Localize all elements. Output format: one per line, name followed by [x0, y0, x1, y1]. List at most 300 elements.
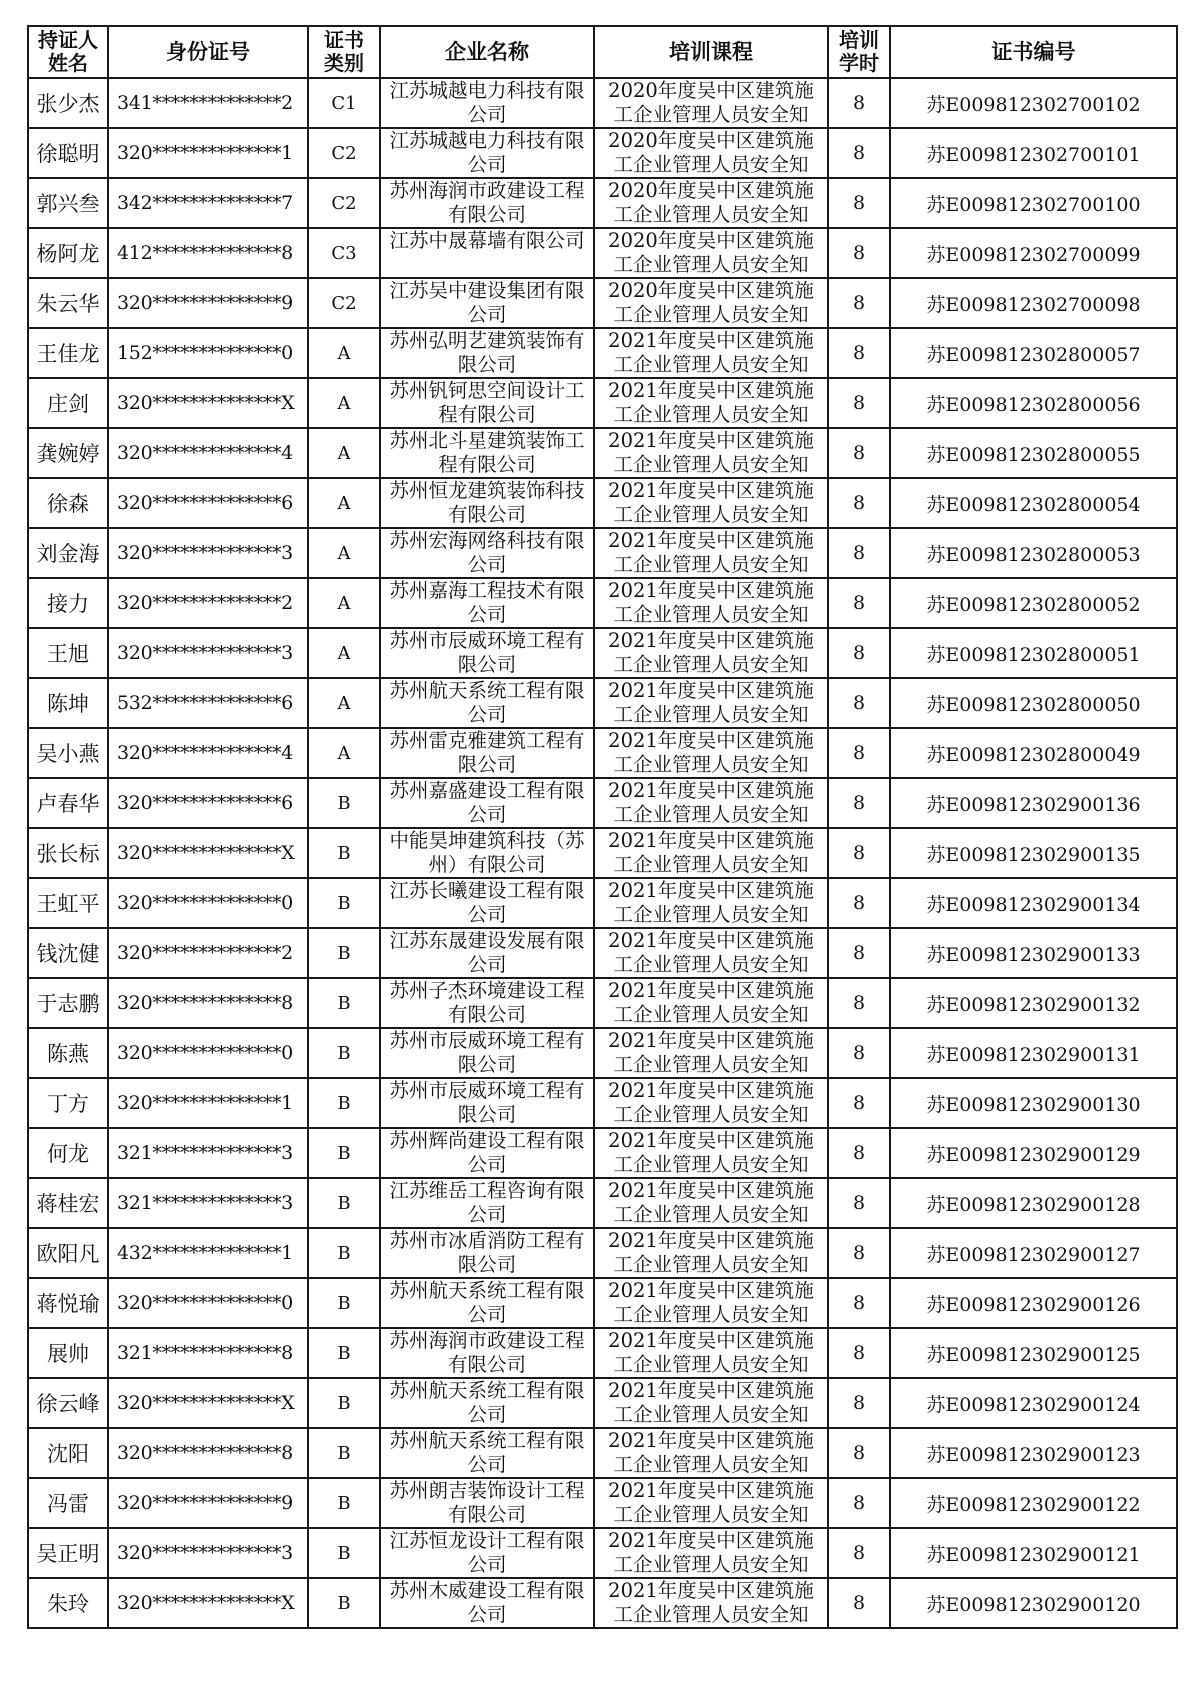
header-holder-name	[28, 26, 108, 78]
company-cell	[380, 928, 594, 978]
course-cell	[594, 228, 828, 278]
company-cell	[380, 828, 594, 878]
company-text: 苏州市辰威环境工程有限公司	[389, 629, 585, 676]
cert-number-cell: 苏E009812302800051	[890, 628, 1177, 678]
company-cell	[380, 278, 594, 328]
holder-name-cell: 蒋桂宏	[28, 1178, 108, 1228]
course-cell	[594, 128, 828, 178]
category-cell: B	[308, 1078, 380, 1128]
hours-cell: 8	[828, 78, 890, 128]
company-cell	[380, 1378, 594, 1428]
hours-cell: 8	[828, 128, 890, 178]
header-hours-line2: 学时	[839, 51, 879, 75]
holder-name-cell: 徐森	[28, 478, 108, 528]
cert-number-cell: 苏E009812302800052	[890, 578, 1177, 628]
category-cell: A	[308, 428, 380, 478]
course-cell	[594, 628, 828, 678]
cert-number-cell: 苏E009812302800055	[890, 428, 1177, 478]
cert-number-cell: 苏E009812302900126	[890, 1278, 1177, 1328]
cert-number-cell: 苏E009812302800050	[890, 678, 1177, 728]
cert-number-cell: 苏E009812302900127	[890, 1228, 1177, 1278]
id-number-cell: 320**************4	[108, 428, 308, 478]
course-text: 2020年度吴中区建筑施工企业管理人员安全知	[608, 79, 814, 126]
id-number-cell: 320**************X	[108, 828, 308, 878]
hours-cell: 8	[828, 328, 890, 378]
company-text: 苏州恒龙建筑装饰科技有限公司	[389, 479, 585, 526]
header-holder-name-line2: 姓名	[48, 51, 88, 75]
company-text: 苏州子杰环境建设工程有限公司	[389, 979, 585, 1026]
company-text: 苏州航天系统工程有限公司	[389, 1429, 585, 1476]
holder-name-cell: 徐云峰	[28, 1378, 108, 1428]
company-cell	[380, 1528, 594, 1578]
cert-number-cell: 苏E009812302900125	[890, 1328, 1177, 1378]
company-text: 苏州航天系统工程有限公司	[389, 679, 585, 726]
table-row	[28, 178, 1177, 228]
id-number-cell: 152**************0	[108, 328, 308, 378]
company-text: 江苏城越电力科技有限公司	[389, 129, 585, 176]
cert-number-cell: 苏E009812302900128	[890, 1178, 1177, 1228]
header-holder-name-line1: 持证人	[38, 28, 98, 52]
company-cell	[380, 478, 594, 528]
company-text: 苏州市冰盾消防工程有限公司	[389, 1229, 585, 1276]
table-row	[28, 628, 1177, 678]
id-number-cell: 321**************8	[108, 1328, 308, 1378]
cert-number-cell: 苏E009812302700098	[890, 278, 1177, 328]
course-cell	[594, 1578, 828, 1628]
company-cell	[380, 628, 594, 678]
course-text: 2021年度吴中区建筑施工企业管理人员安全知	[608, 979, 814, 1026]
company-text: 苏州海润市政建设工程有限公司	[389, 179, 585, 226]
company-text: 苏州航天系统工程有限公司	[389, 1379, 585, 1426]
table-row	[28, 428, 1177, 478]
course-cell	[594, 1078, 828, 1128]
company-cell	[380, 1278, 594, 1328]
category-cell: B	[308, 1178, 380, 1228]
company-text: 江苏东晟建设发展有限公司	[389, 929, 585, 976]
category-cell: C2	[308, 178, 380, 228]
id-number-cell: 320**************6	[108, 778, 308, 828]
holder-name-cell: 张少杰	[28, 78, 108, 128]
category-cell: B	[308, 1128, 380, 1178]
course-cell	[594, 778, 828, 828]
hours-cell: 8	[828, 278, 890, 328]
course-cell	[594, 728, 828, 778]
hours-cell: 8	[828, 1178, 890, 1228]
hours-cell: 8	[828, 1478, 890, 1528]
holder-name-cell: 何龙	[28, 1128, 108, 1178]
company-cell	[380, 1078, 594, 1128]
category-cell: B	[308, 1228, 380, 1278]
cert-number-cell: 苏E009812302900132	[890, 978, 1177, 1028]
id-number-cell: 320**************1	[108, 1078, 308, 1128]
course-text: 2021年度吴中区建筑施工企业管理人员安全知	[608, 1229, 814, 1276]
category-cell: B	[308, 978, 380, 1028]
company-cell	[380, 1578, 594, 1628]
hours-cell: 8	[828, 1328, 890, 1378]
course-text: 2021年度吴中区建筑施工企业管理人员安全知	[608, 1579, 814, 1626]
table-body	[28, 78, 1177, 1628]
id-number-cell: 320**************X	[108, 378, 308, 428]
header-hours	[828, 26, 890, 78]
holder-name-cell: 徐聪明	[28, 128, 108, 178]
course-text: 2021年度吴中区建筑施工企业管理人员安全知	[608, 529, 814, 576]
id-number-cell: 432**************1	[108, 1228, 308, 1278]
category-cell: B	[308, 1428, 380, 1478]
hours-cell: 8	[828, 1278, 890, 1328]
course-cell	[594, 1378, 828, 1428]
course-text: 2021年度吴中区建筑施工企业管理人员安全知	[608, 779, 814, 826]
course-text: 2021年度吴中区建筑施工企业管理人员安全知	[608, 629, 814, 676]
course-cell	[594, 1128, 828, 1178]
category-cell: C2	[308, 128, 380, 178]
table-row	[28, 728, 1177, 778]
hours-cell: 8	[828, 528, 890, 578]
course-text: 2021年度吴中区建筑施工企业管理人员安全知	[608, 829, 814, 876]
holder-name-cell: 钱沈健	[28, 928, 108, 978]
course-cell	[594, 78, 828, 128]
course-text: 2021年度吴中区建筑施工企业管理人员安全知	[608, 579, 814, 626]
holder-name-cell: 于志鹏	[28, 978, 108, 1028]
category-cell: A	[308, 528, 380, 578]
holder-name-cell: 沈阳	[28, 1428, 108, 1478]
id-number-cell: 320**************1	[108, 128, 308, 178]
holder-name-cell: 朱玲	[28, 1578, 108, 1628]
table-row	[28, 378, 1177, 428]
header-company: 企业名称	[380, 26, 594, 78]
hours-cell: 8	[828, 828, 890, 878]
hours-cell: 8	[828, 378, 890, 428]
company-text: 苏州木威建设工程有限公司	[389, 1579, 585, 1626]
course-text: 2021年度吴中区建筑施工企业管理人员安全知	[608, 1429, 814, 1476]
hours-cell: 8	[828, 678, 890, 728]
cert-number-cell: 苏E009812302900124	[890, 1378, 1177, 1428]
company-text: 江苏长曦建设工程有限公司	[389, 879, 585, 926]
course-text: 2021年度吴中区建筑施工企业管理人员安全知	[608, 729, 814, 776]
course-text: 2021年度吴中区建筑施工企业管理人员安全知	[608, 1479, 814, 1526]
company-cell	[380, 978, 594, 1028]
course-cell	[594, 978, 828, 1028]
company-cell	[380, 378, 594, 428]
cert-number-cell: 苏E009812302800053	[890, 528, 1177, 578]
table-row	[28, 228, 1177, 278]
company-cell	[380, 428, 594, 478]
course-text: 2020年度吴中区建筑施工企业管理人员安全知	[608, 279, 814, 326]
cert-number-cell: 苏E009812302900136	[890, 778, 1177, 828]
category-cell: A	[308, 578, 380, 628]
hours-cell: 8	[828, 478, 890, 528]
course-cell	[594, 1028, 828, 1078]
cert-number-cell: 苏E009812302700100	[890, 178, 1177, 228]
holder-name-cell: 张长标	[28, 828, 108, 878]
table-row	[28, 528, 1177, 578]
id-number-cell: 321**************3	[108, 1128, 308, 1178]
course-text: 2021年度吴中区建筑施工企业管理人员安全知	[608, 1279, 814, 1326]
id-number-cell: 320**************2	[108, 578, 308, 628]
header-category	[308, 26, 380, 78]
cert-number-cell: 苏E009812302800056	[890, 378, 1177, 428]
cert-number-cell: 苏E009812302900135	[890, 828, 1177, 878]
hours-cell: 8	[828, 928, 890, 978]
id-number-cell: 532**************6	[108, 678, 308, 728]
course-cell	[594, 678, 828, 728]
category-cell: C3	[308, 228, 380, 278]
course-cell	[594, 1178, 828, 1228]
table-header-row	[28, 26, 1177, 78]
holder-name-cell: 陈燕	[28, 1028, 108, 1078]
id-number-cell: 341**************2	[108, 78, 308, 128]
course-text: 2020年度吴中区建筑施工企业管理人员安全知	[608, 229, 814, 276]
table-row	[28, 578, 1177, 628]
cert-number-cell: 苏E009812302700101	[890, 128, 1177, 178]
company-cell	[380, 78, 594, 128]
id-number-cell: 320**************9	[108, 278, 308, 328]
table-row	[28, 1478, 1177, 1528]
company-text: 苏州雷克雅建筑工程有限公司	[389, 729, 585, 776]
company-cell	[380, 178, 594, 228]
course-cell	[594, 478, 828, 528]
hours-cell: 8	[828, 1078, 890, 1128]
table-row	[28, 1328, 1177, 1378]
course-cell	[594, 828, 828, 878]
hours-cell: 8	[828, 878, 890, 928]
hours-cell: 8	[828, 578, 890, 628]
company-cell	[380, 128, 594, 178]
category-cell: A	[308, 378, 380, 428]
company-text: 江苏吴中建设集团有限公司	[389, 279, 585, 326]
id-number-cell: 320**************X	[108, 1378, 308, 1428]
company-cell	[380, 878, 594, 928]
holder-name-cell: 接力	[28, 578, 108, 628]
course-cell	[594, 528, 828, 578]
holder-name-cell: 朱云华	[28, 278, 108, 328]
hours-cell: 8	[828, 1428, 890, 1478]
holder-name-cell: 龚婉婷	[28, 428, 108, 478]
cert-number-cell: 苏E009812302900131	[890, 1028, 1177, 1078]
company-cell	[380, 1478, 594, 1528]
certificate-table	[27, 25, 1178, 1629]
category-cell: B	[308, 1278, 380, 1328]
category-cell: C2	[308, 278, 380, 328]
holder-name-cell: 王虹平	[28, 878, 108, 928]
category-cell: B	[308, 1528, 380, 1578]
holder-name-cell: 王旭	[28, 628, 108, 678]
holder-name-cell: 郭兴叁	[28, 178, 108, 228]
company-text: 苏州朗吉装饰设计工程有限公司	[389, 1479, 585, 1526]
table-row	[28, 1578, 1177, 1628]
id-number-cell: 320**************0	[108, 878, 308, 928]
company-cell	[380, 1228, 594, 1278]
course-cell	[594, 428, 828, 478]
company-cell	[380, 1028, 594, 1078]
id-number-cell: 320**************9	[108, 1478, 308, 1528]
course-text: 2021年度吴中区建筑施工企业管理人员安全知	[608, 1329, 814, 1376]
id-number-cell: 320**************3	[108, 528, 308, 578]
company-text: 江苏城越电力科技有限公司	[389, 79, 585, 126]
id-number-cell: 320**************2	[108, 928, 308, 978]
category-cell: C1	[308, 78, 380, 128]
table-row	[28, 1428, 1177, 1478]
header-id-number: 身份证号	[108, 26, 308, 78]
company-text: 江苏维岳工程咨询有限公司	[389, 1179, 585, 1226]
course-cell	[594, 278, 828, 328]
cert-number-cell: 苏E009812302900130	[890, 1078, 1177, 1128]
course-cell	[594, 1228, 828, 1278]
holder-name-cell: 刘金海	[28, 528, 108, 578]
holder-name-cell: 丁方	[28, 1078, 108, 1128]
category-cell: B	[308, 878, 380, 928]
company-text: 苏州嘉海工程技术有限公司	[389, 579, 585, 626]
course-cell	[594, 328, 828, 378]
course-text: 2021年度吴中区建筑施工企业管理人员安全知	[608, 1529, 814, 1576]
table-row	[28, 678, 1177, 728]
hours-cell: 8	[828, 1228, 890, 1278]
course-text: 2021年度吴中区建筑施工企业管理人员安全知	[608, 429, 814, 476]
table-row	[28, 78, 1177, 128]
id-number-cell: 320**************0	[108, 1028, 308, 1078]
hours-cell: 8	[828, 1128, 890, 1178]
course-text: 2020年度吴中区建筑施工企业管理人员安全知	[608, 129, 814, 176]
company-cell	[380, 328, 594, 378]
company-text: 江苏恒龙设计工程有限公司	[389, 1529, 585, 1576]
id-number-cell: 320**************0	[108, 1278, 308, 1328]
course-text: 2021年度吴中区建筑施工企业管理人员安全知	[608, 379, 814, 426]
table-row	[28, 128, 1177, 178]
course-text: 2021年度吴中区建筑施工企业管理人员安全知	[608, 679, 814, 726]
certificate-table-sheet	[27, 25, 1176, 1629]
cert-number-cell: 苏E009812302700099	[890, 228, 1177, 278]
table-row	[28, 1528, 1177, 1578]
company-cell	[380, 1328, 594, 1378]
category-cell: B	[308, 1478, 380, 1528]
company-text: 苏州市辰威环境工程有限公司	[389, 1029, 585, 1076]
id-number-cell: 320**************X	[108, 1578, 308, 1628]
holder-name-cell: 吴小燕	[28, 728, 108, 778]
holder-name-cell: 吴正明	[28, 1528, 108, 1578]
table-row	[28, 978, 1177, 1028]
hours-cell: 8	[828, 728, 890, 778]
course-text: 2021年度吴中区建筑施工企业管理人员安全知	[608, 1129, 814, 1176]
company-text: 苏州航天系统工程有限公司	[389, 1279, 585, 1326]
cert-number-cell: 苏E009812302800057	[890, 328, 1177, 378]
company-cell	[380, 678, 594, 728]
table-row	[28, 1178, 1177, 1228]
company-text: 苏州钒钶思空间设计工程有限公司	[389, 379, 585, 426]
holder-name-cell: 欧阳凡	[28, 1228, 108, 1278]
id-number-cell: 321**************3	[108, 1178, 308, 1228]
category-cell: A	[308, 628, 380, 678]
holder-name-cell: 庄剑	[28, 378, 108, 428]
company-text: 苏州海润市政建设工程有限公司	[389, 1329, 585, 1376]
company-cell	[380, 578, 594, 628]
course-text: 2021年度吴中区建筑施工企业管理人员安全知	[608, 929, 814, 976]
course-cell	[594, 1528, 828, 1578]
table-row	[28, 278, 1177, 328]
course-text: 2021年度吴中区建筑施工企业管理人员安全知	[608, 329, 814, 376]
holder-name-cell: 杨阿龙	[28, 228, 108, 278]
header-category-line1: 证书	[324, 28, 364, 52]
course-text: 2021年度吴中区建筑施工企业管理人员安全知	[608, 1079, 814, 1126]
header-hours-line1: 培训	[839, 28, 879, 52]
category-cell: A	[308, 478, 380, 528]
hours-cell: 8	[828, 228, 890, 278]
cert-number-cell: 苏E009812302900121	[890, 1528, 1177, 1578]
course-text: 2021年度吴中区建筑施工企业管理人员安全知	[608, 879, 814, 926]
category-cell: B	[308, 928, 380, 978]
cert-number-cell: 苏E009812302900129	[890, 1128, 1177, 1178]
company-text: 苏州嘉盛建设工程有限公司	[389, 779, 585, 826]
table-row	[28, 478, 1177, 528]
cert-number-cell: 苏E009812302900123	[890, 1428, 1177, 1478]
holder-name-cell: 陈坤	[28, 678, 108, 728]
category-cell: A	[308, 328, 380, 378]
category-cell: B	[308, 828, 380, 878]
header-cert-number: 证书编号	[890, 26, 1177, 78]
table-row	[28, 1078, 1177, 1128]
course-cell	[594, 1328, 828, 1378]
company-text: 中能昊坤建筑科技（苏州）有限公司	[389, 829, 585, 876]
company-cell	[380, 728, 594, 778]
course-cell	[594, 578, 828, 628]
id-number-cell: 320**************8	[108, 978, 308, 1028]
course-text: 2021年度吴中区建筑施工企业管理人员安全知	[608, 1379, 814, 1426]
course-cell	[594, 1428, 828, 1478]
cert-number-cell: 苏E009812302900133	[890, 928, 1177, 978]
hours-cell: 8	[828, 978, 890, 1028]
hours-cell: 8	[828, 1378, 890, 1428]
company-cell	[380, 1178, 594, 1228]
company-text: 苏州弘明艺建筑装饰有限公司	[389, 329, 585, 376]
company-cell	[380, 528, 594, 578]
company-cell	[380, 228, 594, 278]
category-cell: A	[308, 678, 380, 728]
company-text: 苏州宏海网络科技有限公司	[389, 529, 585, 576]
hours-cell: 8	[828, 778, 890, 828]
course-cell	[594, 1478, 828, 1528]
holder-name-cell: 冯雷	[28, 1478, 108, 1528]
hours-cell: 8	[828, 1528, 890, 1578]
hours-cell: 8	[828, 178, 890, 228]
category-cell: A	[308, 728, 380, 778]
cert-number-cell: 苏E009812302900134	[890, 878, 1177, 928]
hours-cell: 8	[828, 1578, 890, 1628]
course-text: 2021年度吴中区建筑施工企业管理人员安全知	[608, 1179, 814, 1226]
course-cell	[594, 1278, 828, 1328]
table-row	[28, 1378, 1177, 1428]
id-number-cell: 320**************4	[108, 728, 308, 778]
hours-cell: 8	[828, 628, 890, 678]
table-row	[28, 1028, 1177, 1078]
id-number-cell: 320**************8	[108, 1428, 308, 1478]
hours-cell: 8	[828, 1028, 890, 1078]
company-text: 苏州辉尚建设工程有限公司	[389, 1129, 585, 1176]
company-text: 苏州北斗星建筑装饰工程有限公司	[389, 429, 585, 476]
table-row	[28, 878, 1177, 928]
company-cell	[380, 1428, 594, 1478]
category-cell: B	[308, 1378, 380, 1428]
id-number-cell: 320**************3	[108, 628, 308, 678]
id-number-cell: 320**************6	[108, 478, 308, 528]
table-row	[28, 1128, 1177, 1178]
category-cell: B	[308, 1578, 380, 1628]
holder-name-cell: 蒋悦瑜	[28, 1278, 108, 1328]
header-category-line2: 类别	[324, 51, 364, 75]
cert-number-cell: 苏E009812302800054	[890, 478, 1177, 528]
company-text: 江苏中晟幕墙有限公司	[389, 229, 585, 252]
table-row	[28, 1278, 1177, 1328]
course-text: 2020年度吴中区建筑施工企业管理人员安全知	[608, 179, 814, 226]
company-cell	[380, 778, 594, 828]
holder-name-cell: 展帅	[28, 1328, 108, 1378]
